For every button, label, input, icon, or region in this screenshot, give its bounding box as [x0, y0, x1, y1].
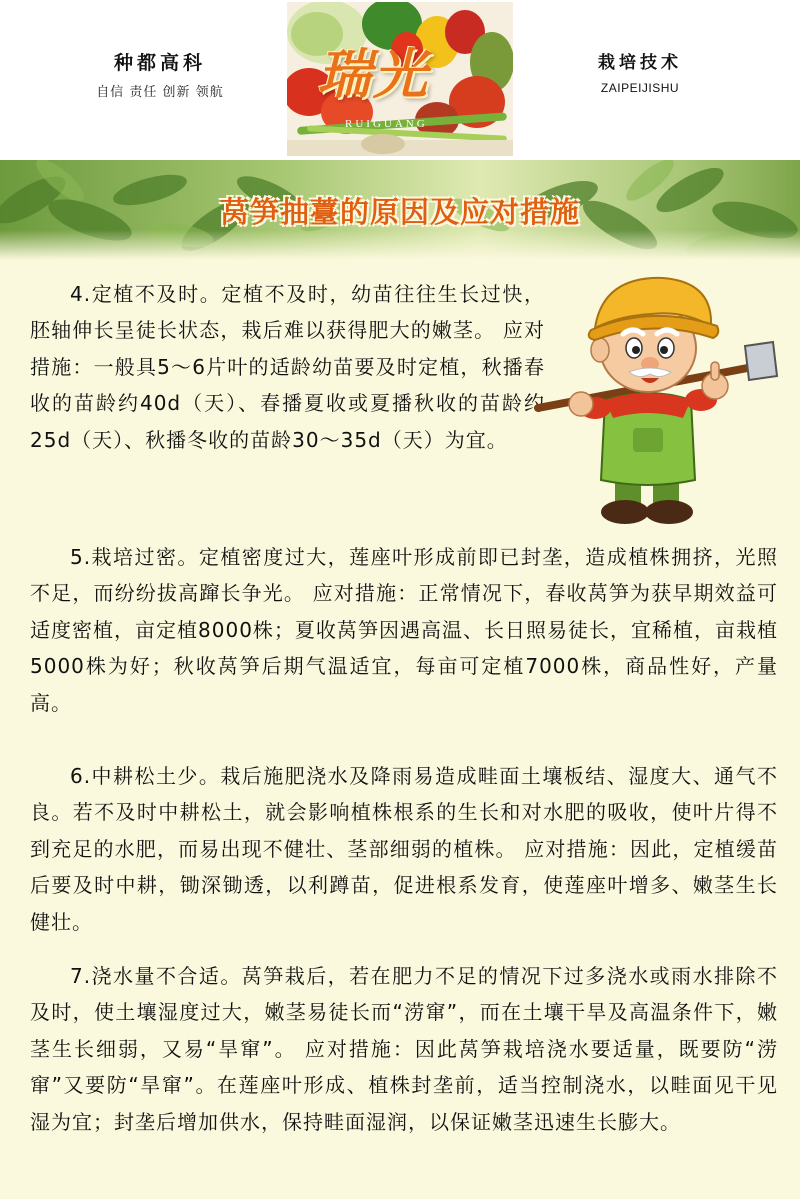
- paragraph-watering: 7.浇水量不合适。莴笋栽后，若在肥力不足的情况下过多浇水或雨水排除不及时，使土壤湿度过大，嫩茎易徒长而“涝窜”，而在土壤干旱及高温条件下，嫩茎生长细弱，又易“旱窜”。 应对措施：因此莴笋栽培浇水要适量，既要防“涝窜”又要防“旱窜”。在莲座叶形成、植株封垄前，适当控制浇水，以畦面见干见湿为宜；封垄后增加供水，保持畦面湿润，以保证嫩茎迅速生长膨大。: [30, 964, 778, 1134]
- company-brand: [60, 48, 260, 100]
- paragraph-cultivation: 6.中耕松土少。栽后施肥浇水及降雨易造成畦面土壤板结、湿度大、通气不良。若不及时中耕松土，就会影响植株根系的生长和对水肥的吸收，使叶片得不到充足的水肥，而易出现不健壮、茎部细弱的植株。 应对措施：因此，定植缓苗后要及时中耕，锄深锄透，以利蹲苗，促进根系发育，使莲座叶增多、嫩茎生长健壮。: [30, 764, 778, 934]
- section-name: 栽培技术: [598, 53, 682, 73]
- header: [0, 0, 800, 160]
- logo-mark: 瑞光: [317, 42, 429, 106]
- page-title: 莴笋抽薹的原因及应对措施: [219, 195, 580, 229]
- farmer-cartoon: [533, 268, 783, 530]
- paragraph-transplanting: 4.定植不及时。定植不及时，幼苗往往生长过快，胚轴伸长呈徒长状态，栽后难以获得肥大的嫩茎。 应对措施：一般具5～6片叶的适龄幼苗要及时定植，秋播春收的苗龄约40d（天）、春播夏收或夏播秋收的苗龄约25d（天）、秋播冬收的苗龄30～35d（天）为宜。: [30, 282, 545, 452]
- section-brand: [540, 48, 740, 95]
- logo-pinyin: RUIGUANG: [345, 118, 428, 130]
- ruiguang-logo: [287, 2, 513, 156]
- company-name: 种都高科: [113, 52, 206, 74]
- paragraph-density: 5.栽培过密。定植密度过大，莲座叶形成前即已封垄，造成植株拥挤，光照不足，而纷纷拔高蹿长争光。 应对措施：正常情况下，春收莴笋为获早期效益可适度密植，亩定植8000株；夏收莴笋因遇高温、长日照易徒长，宜稀植，亩栽植5000株为好；秋收莴笋后期气温适宜，每亩可定植7000株，商品性好，产量高。: [30, 545, 778, 715]
- section-pinyin: ZAIPEIJISHU: [600, 81, 680, 95]
- company-slogan: 自信 责任 创新 领航: [96, 85, 224, 100]
